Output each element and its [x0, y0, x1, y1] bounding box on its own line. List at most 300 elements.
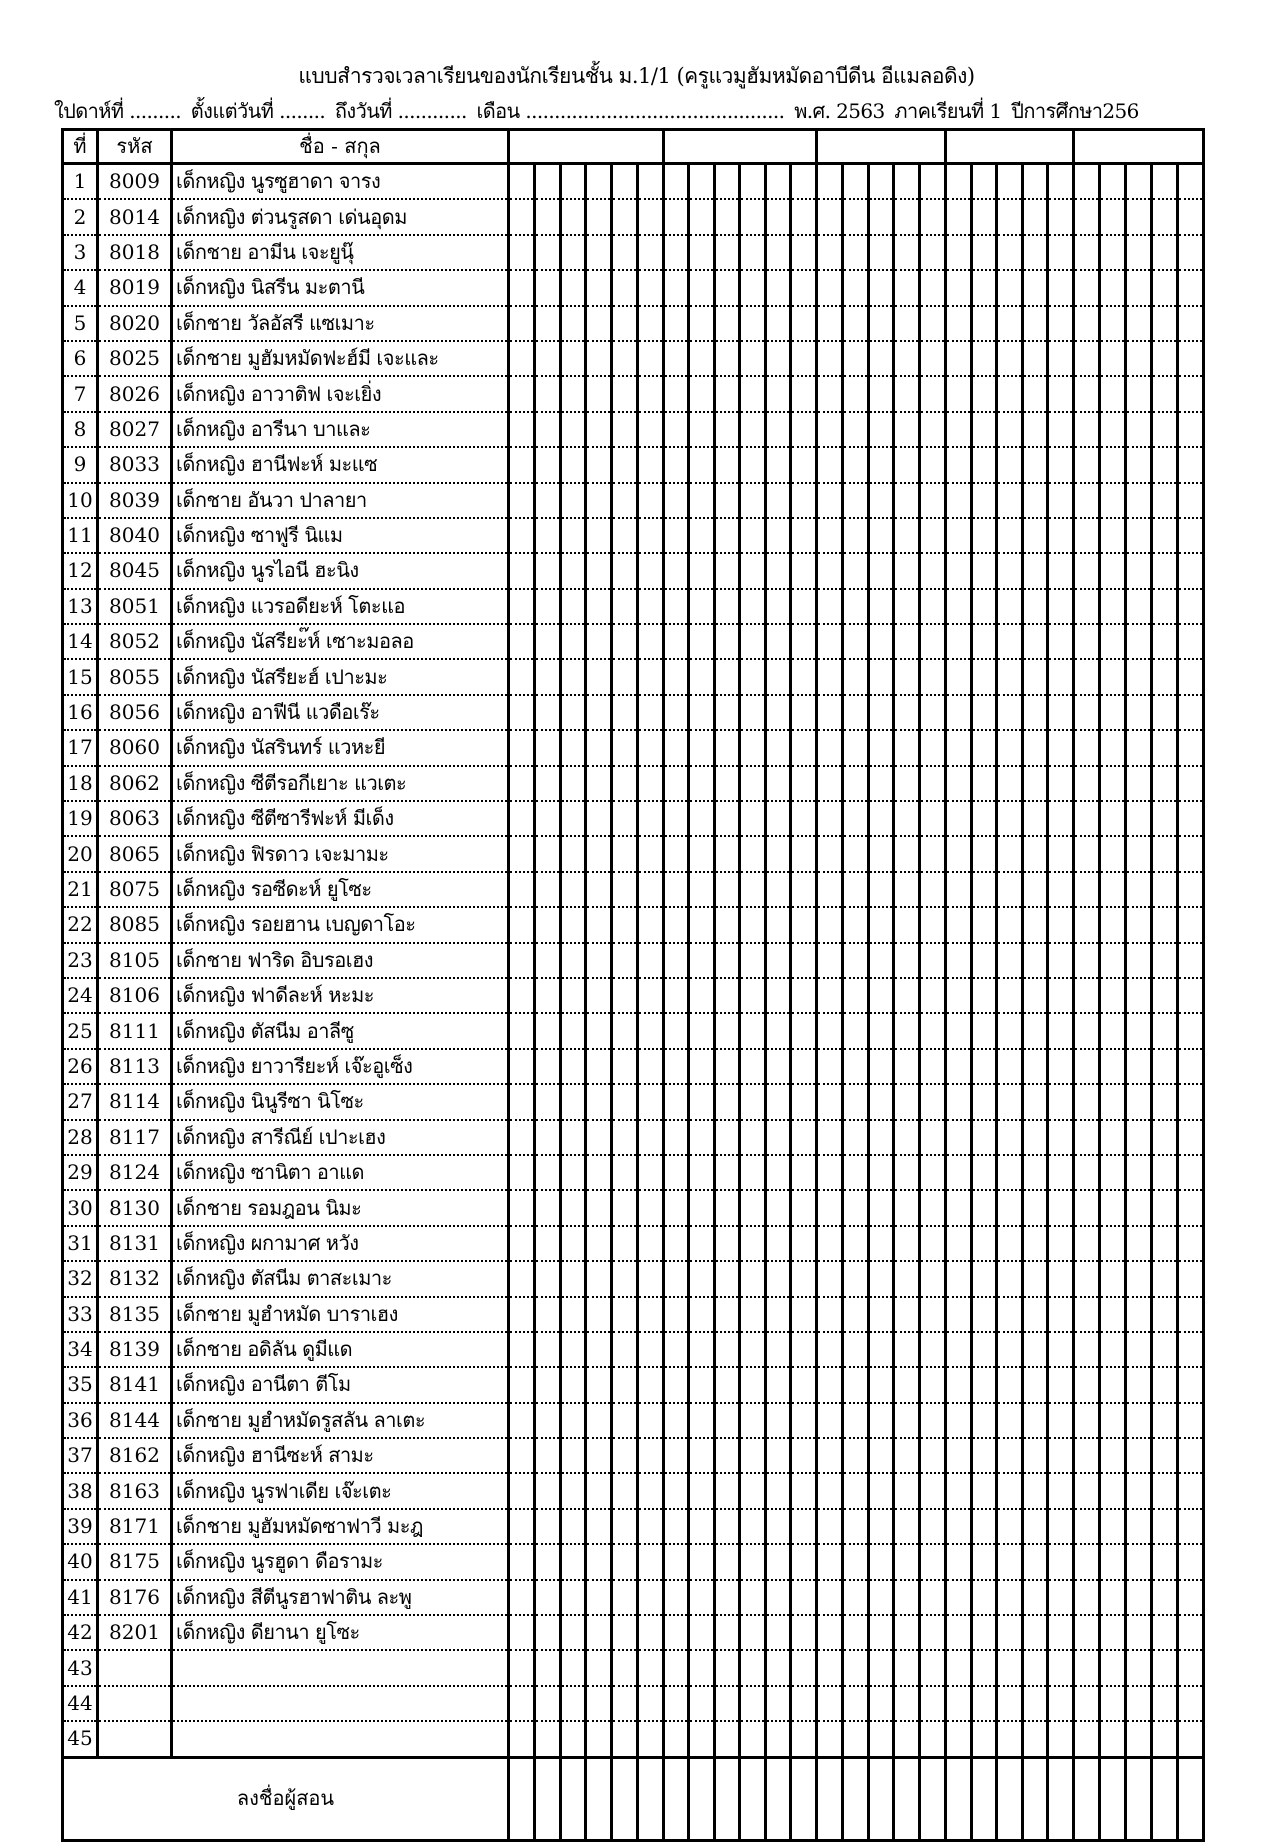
attendance-cell[interactable]	[816, 907, 842, 942]
attendance-cell[interactable]	[1125, 235, 1151, 270]
attendance-cell[interactable]	[689, 1190, 715, 1225]
attendance-cell[interactable]	[509, 801, 535, 836]
attendance-cell[interactable]	[663, 1509, 689, 1544]
attendance-cell[interactable]	[740, 1686, 766, 1721]
attendance-cell[interactable]	[997, 695, 1023, 730]
attendance-cell[interactable]	[920, 695, 946, 730]
attendance-cell[interactable]	[816, 1120, 842, 1155]
attendance-cell[interactable]	[920, 1226, 946, 1261]
attendance-cell[interactable]	[791, 1686, 817, 1721]
attendance-cell[interactable]	[740, 270, 766, 305]
attendance-cell[interactable]	[997, 589, 1023, 624]
attendance-cell[interactable]	[689, 199, 715, 234]
attendance-cell[interactable]	[689, 1084, 715, 1119]
attendance-cell[interactable]	[997, 624, 1023, 659]
attendance-cell[interactable]	[765, 1580, 791, 1615]
attendance-cell[interactable]	[638, 1261, 664, 1296]
attendance-cell[interactable]	[689, 1509, 715, 1544]
attendance-cell[interactable]	[612, 1155, 638, 1190]
attendance-cell[interactable]	[842, 1544, 868, 1579]
attendance-cell[interactable]	[765, 872, 791, 907]
attendance-cell[interactable]	[612, 553, 638, 588]
attendance-cell[interactable]	[1151, 1509, 1177, 1544]
attendance-cell[interactable]	[534, 589, 560, 624]
attendance-cell[interactable]	[894, 376, 920, 411]
attendance-cell[interactable]	[534, 1155, 560, 1190]
attendance-cell[interactable]	[714, 1367, 740, 1402]
attendance-cell[interactable]	[560, 1473, 586, 1508]
attendance-cell[interactable]	[997, 1509, 1023, 1544]
attendance-cell[interactable]	[638, 1721, 664, 1757]
attendance-cell[interactable]	[920, 1438, 946, 1473]
attendance-cell[interactable]	[714, 730, 740, 765]
attendance-cell[interactable]	[894, 695, 920, 730]
attendance-cell[interactable]	[997, 1190, 1023, 1225]
attendance-cell[interactable]	[997, 1297, 1023, 1332]
attendance-cell[interactable]	[894, 235, 920, 270]
attendance-cell[interactable]	[638, 1686, 664, 1721]
attendance-cell[interactable]	[920, 199, 946, 234]
attendance-cell[interactable]	[663, 483, 689, 518]
attendance-cell[interactable]	[534, 943, 560, 978]
attendance-cell[interactable]	[894, 836, 920, 871]
attendance-cell[interactable]	[689, 872, 715, 907]
attendance-cell[interactable]	[534, 624, 560, 659]
attendance-cell[interactable]	[791, 801, 817, 836]
attendance-cell[interactable]	[868, 1261, 894, 1296]
attendance-cell[interactable]	[1048, 1509, 1074, 1544]
attendance-cell[interactable]	[560, 1013, 586, 1048]
attendance-cell[interactable]	[1048, 199, 1074, 234]
attendance-cell[interactable]	[816, 766, 842, 801]
attendance-cell[interactable]	[638, 624, 664, 659]
attendance-cell[interactable]	[997, 164, 1023, 200]
attendance-cell[interactable]	[1151, 1297, 1177, 1332]
attendance-cell[interactable]	[663, 1261, 689, 1296]
attendance-cell[interactable]	[791, 1721, 817, 1757]
attendance-cell[interactable]	[509, 1226, 535, 1261]
attendance-cell[interactable]	[612, 1686, 638, 1721]
attendance-cell[interactable]	[1099, 1403, 1125, 1438]
attendance-cell[interactable]	[509, 1084, 535, 1119]
attendance-cell[interactable]	[1125, 1438, 1151, 1473]
attendance-cell[interactable]	[1151, 1190, 1177, 1225]
attendance-cell[interactable]	[509, 1120, 535, 1155]
attendance-cell[interactable]	[638, 376, 664, 411]
attendance-cell[interactable]	[586, 341, 612, 376]
attendance-cell[interactable]	[1073, 447, 1099, 482]
attendance-cell[interactable]	[816, 1615, 842, 1650]
attendance-cell[interactable]	[816, 1226, 842, 1261]
attendance-cell[interactable]	[714, 836, 740, 871]
attendance-cell[interactable]	[689, 1438, 715, 1473]
attendance-cell[interactable]	[1022, 341, 1048, 376]
attendance-cell[interactable]	[791, 518, 817, 553]
attendance-cell[interactable]	[663, 1190, 689, 1225]
attendance-cell[interactable]	[920, 1332, 946, 1367]
signature-cell[interactable]	[765, 1757, 791, 1840]
attendance-cell[interactable]	[920, 766, 946, 801]
attendance-cell[interactable]	[689, 1615, 715, 1650]
week-group-header[interactable]	[509, 130, 664, 164]
attendance-cell[interactable]	[920, 1084, 946, 1119]
attendance-cell[interactable]	[1022, 1650, 1048, 1685]
attendance-cell[interactable]	[663, 1403, 689, 1438]
attendance-cell[interactable]	[509, 1580, 535, 1615]
attendance-cell[interactable]	[560, 1721, 586, 1757]
attendance-cell[interactable]	[509, 1190, 535, 1225]
attendance-cell[interactable]	[534, 199, 560, 234]
attendance-cell[interactable]	[509, 483, 535, 518]
attendance-cell[interactable]	[1177, 1686, 1203, 1721]
attendance-cell[interactable]	[920, 1721, 946, 1757]
signature-cell[interactable]	[560, 1757, 586, 1840]
attendance-cell[interactable]	[1073, 1332, 1099, 1367]
attendance-cell[interactable]	[612, 1226, 638, 1261]
attendance-cell[interactable]	[765, 199, 791, 234]
attendance-cell[interactable]	[1022, 1261, 1048, 1296]
attendance-cell[interactable]	[791, 1580, 817, 1615]
attendance-cell[interactable]	[842, 872, 868, 907]
attendance-cell[interactable]	[560, 907, 586, 942]
attendance-cell[interactable]	[1073, 164, 1099, 200]
attendance-cell[interactable]	[663, 553, 689, 588]
attendance-cell[interactable]	[1177, 270, 1203, 305]
attendance-cell[interactable]	[638, 1544, 664, 1579]
attendance-cell[interactable]	[663, 1367, 689, 1402]
attendance-cell[interactable]	[1151, 483, 1177, 518]
attendance-cell[interactable]	[1151, 1438, 1177, 1473]
attendance-cell[interactable]	[842, 518, 868, 553]
attendance-cell[interactable]	[560, 1332, 586, 1367]
attendance-cell[interactable]	[740, 1049, 766, 1084]
attendance-cell[interactable]	[1151, 199, 1177, 234]
signature-cell[interactable]	[894, 1757, 920, 1840]
attendance-cell[interactable]	[920, 1155, 946, 1190]
attendance-cell[interactable]	[534, 483, 560, 518]
attendance-cell[interactable]	[1177, 624, 1203, 659]
attendance-cell[interactable]	[612, 235, 638, 270]
attendance-cell[interactable]	[1151, 1686, 1177, 1721]
attendance-cell[interactable]	[638, 1297, 664, 1332]
attendance-cell[interactable]	[1073, 872, 1099, 907]
attendance-cell[interactable]	[1099, 1084, 1125, 1119]
attendance-cell[interactable]	[868, 1650, 894, 1685]
attendance-cell[interactable]	[1177, 1403, 1203, 1438]
attendance-cell[interactable]	[920, 164, 946, 200]
attendance-cell[interactable]	[971, 164, 997, 200]
attendance-cell[interactable]	[1022, 1544, 1048, 1579]
attendance-cell[interactable]	[560, 1226, 586, 1261]
attendance-cell[interactable]	[534, 376, 560, 411]
attendance-cell[interactable]	[638, 447, 664, 482]
attendance-cell[interactable]	[663, 907, 689, 942]
attendance-cell[interactable]	[1125, 1332, 1151, 1367]
attendance-cell[interactable]	[920, 341, 946, 376]
attendance-cell[interactable]	[638, 836, 664, 871]
attendance-cell[interactable]	[997, 341, 1023, 376]
attendance-cell[interactable]	[1048, 235, 1074, 270]
attendance-cell[interactable]	[1073, 1226, 1099, 1261]
attendance-cell[interactable]	[945, 1297, 971, 1332]
signature-cell[interactable]	[689, 1757, 715, 1840]
attendance-cell[interactable]	[663, 1013, 689, 1048]
attendance-cell[interactable]	[894, 1120, 920, 1155]
attendance-cell[interactable]	[1048, 943, 1074, 978]
attendance-cell[interactable]	[1073, 943, 1099, 978]
attendance-cell[interactable]	[638, 730, 664, 765]
attendance-cell[interactable]	[714, 1226, 740, 1261]
attendance-cell[interactable]	[1073, 1013, 1099, 1048]
attendance-cell[interactable]	[534, 1615, 560, 1650]
attendance-cell[interactable]	[842, 978, 868, 1013]
attendance-cell[interactable]	[638, 235, 664, 270]
attendance-cell[interactable]	[765, 518, 791, 553]
attendance-cell[interactable]	[534, 1297, 560, 1332]
attendance-cell[interactable]	[945, 1403, 971, 1438]
attendance-cell[interactable]	[1022, 376, 1048, 411]
attendance-cell[interactable]	[663, 1650, 689, 1685]
attendance-cell[interactable]	[765, 659, 791, 694]
attendance-cell[interactable]	[638, 1226, 664, 1261]
attendance-cell[interactable]	[920, 1615, 946, 1650]
attendance-cell[interactable]	[945, 270, 971, 305]
attendance-cell[interactable]	[1099, 1332, 1125, 1367]
attendance-cell[interactable]	[663, 341, 689, 376]
attendance-cell[interactable]	[816, 1332, 842, 1367]
attendance-cell[interactable]	[1099, 1120, 1125, 1155]
attendance-cell[interactable]	[534, 659, 560, 694]
signature-cell[interactable]	[1177, 1757, 1203, 1840]
attendance-cell[interactable]	[816, 1686, 842, 1721]
attendance-cell[interactable]	[894, 1190, 920, 1225]
attendance-cell[interactable]	[1177, 766, 1203, 801]
attendance-cell[interactable]	[740, 907, 766, 942]
attendance-cell[interactable]	[1073, 1473, 1099, 1508]
attendance-cell[interactable]	[1177, 1084, 1203, 1119]
attendance-cell[interactable]	[1073, 1261, 1099, 1296]
attendance-cell[interactable]	[560, 1261, 586, 1296]
attendance-cell[interactable]	[868, 1473, 894, 1508]
attendance-cell[interactable]	[816, 1297, 842, 1332]
attendance-cell[interactable]	[638, 1084, 664, 1119]
attendance-cell[interactable]	[638, 1367, 664, 1402]
attendance-cell[interactable]	[1073, 1084, 1099, 1119]
attendance-cell[interactable]	[765, 341, 791, 376]
attendance-cell[interactable]	[714, 801, 740, 836]
attendance-cell[interactable]	[1099, 872, 1125, 907]
attendance-cell[interactable]	[1125, 1580, 1151, 1615]
attendance-cell[interactable]	[586, 1615, 612, 1650]
attendance-cell[interactable]	[842, 199, 868, 234]
attendance-cell[interactable]	[560, 730, 586, 765]
attendance-cell[interactable]	[1073, 553, 1099, 588]
attendance-cell[interactable]	[945, 553, 971, 588]
attendance-cell[interactable]	[945, 1721, 971, 1757]
attendance-cell[interactable]	[534, 1013, 560, 1048]
attendance-cell[interactable]	[971, 1473, 997, 1508]
attendance-cell[interactable]	[740, 836, 766, 871]
attendance-cell[interactable]	[894, 553, 920, 588]
attendance-cell[interactable]	[997, 978, 1023, 1013]
attendance-cell[interactable]	[1177, 1650, 1203, 1685]
attendance-cell[interactable]	[842, 412, 868, 447]
attendance-cell[interactable]	[842, 1580, 868, 1615]
attendance-cell[interactable]	[1125, 1403, 1151, 1438]
attendance-cell[interactable]	[791, 695, 817, 730]
attendance-cell[interactable]	[1073, 199, 1099, 234]
attendance-cell[interactable]	[971, 943, 997, 978]
attendance-cell[interactable]	[1048, 270, 1074, 305]
attendance-cell[interactable]	[612, 199, 638, 234]
attendance-cell[interactable]	[1073, 341, 1099, 376]
attendance-cell[interactable]	[1125, 1049, 1151, 1084]
attendance-cell[interactable]	[997, 1049, 1023, 1084]
attendance-cell[interactable]	[1099, 1049, 1125, 1084]
attendance-cell[interactable]	[920, 1367, 946, 1402]
attendance-cell[interactable]	[663, 1084, 689, 1119]
attendance-cell[interactable]	[714, 943, 740, 978]
attendance-cell[interactable]	[894, 1332, 920, 1367]
attendance-cell[interactable]	[638, 553, 664, 588]
attendance-cell[interactable]	[1048, 1367, 1074, 1402]
attendance-cell[interactable]	[638, 589, 664, 624]
attendance-cell[interactable]	[920, 447, 946, 482]
attendance-cell[interactable]	[868, 306, 894, 341]
attendance-cell[interactable]	[509, 199, 535, 234]
attendance-cell[interactable]	[945, 1509, 971, 1544]
attendance-cell[interactable]	[534, 1403, 560, 1438]
attendance-cell[interactable]	[945, 1226, 971, 1261]
attendance-cell[interactable]	[612, 447, 638, 482]
attendance-cell[interactable]	[1099, 235, 1125, 270]
attendance-cell[interactable]	[1048, 1155, 1074, 1190]
attendance-cell[interactable]	[689, 730, 715, 765]
attendance-cell[interactable]	[586, 1367, 612, 1402]
attendance-cell[interactable]	[663, 1049, 689, 1084]
attendance-cell[interactable]	[842, 1120, 868, 1155]
attendance-cell[interactable]	[534, 1580, 560, 1615]
attendance-cell[interactable]	[765, 1686, 791, 1721]
attendance-cell[interactable]	[714, 341, 740, 376]
signature-cell[interactable]	[509, 1757, 535, 1840]
attendance-cell[interactable]	[586, 836, 612, 871]
attendance-cell[interactable]	[945, 341, 971, 376]
attendance-cell[interactable]	[765, 836, 791, 871]
attendance-cell[interactable]	[894, 341, 920, 376]
attendance-cell[interactable]	[971, 1650, 997, 1685]
attendance-cell[interactable]	[816, 164, 842, 200]
attendance-cell[interactable]	[612, 412, 638, 447]
attendance-cell[interactable]	[714, 1650, 740, 1685]
attendance-cell[interactable]	[894, 1261, 920, 1296]
attendance-cell[interactable]	[740, 730, 766, 765]
attendance-cell[interactable]	[1048, 1120, 1074, 1155]
attendance-cell[interactable]	[1048, 589, 1074, 624]
attendance-cell[interactable]	[509, 695, 535, 730]
attendance-cell[interactable]	[920, 659, 946, 694]
attendance-cell[interactable]	[586, 1190, 612, 1225]
attendance-cell[interactable]	[1022, 1049, 1048, 1084]
attendance-cell[interactable]	[945, 624, 971, 659]
attendance-cell[interactable]	[663, 1580, 689, 1615]
attendance-cell[interactable]	[638, 978, 664, 1013]
attendance-cell[interactable]	[638, 1013, 664, 1048]
attendance-cell[interactable]	[997, 1721, 1023, 1757]
attendance-cell[interactable]	[842, 1049, 868, 1084]
attendance-cell[interactable]	[894, 1438, 920, 1473]
attendance-cell[interactable]	[1177, 1297, 1203, 1332]
attendance-cell[interactable]	[1022, 235, 1048, 270]
attendance-cell[interactable]	[842, 589, 868, 624]
attendance-cell[interactable]	[663, 1155, 689, 1190]
attendance-cell[interactable]	[663, 836, 689, 871]
attendance-cell[interactable]	[868, 1332, 894, 1367]
attendance-cell[interactable]	[1099, 589, 1125, 624]
attendance-cell[interactable]	[842, 1509, 868, 1544]
attendance-cell[interactable]	[920, 1049, 946, 1084]
attendance-cell[interactable]	[1177, 872, 1203, 907]
attendance-cell[interactable]	[765, 730, 791, 765]
attendance-cell[interactable]	[509, 412, 535, 447]
attendance-cell[interactable]	[1099, 836, 1125, 871]
attendance-cell[interactable]	[791, 589, 817, 624]
week-group-header[interactable]	[945, 130, 1073, 164]
attendance-cell[interactable]	[612, 1650, 638, 1685]
attendance-cell[interactable]	[1073, 695, 1099, 730]
attendance-cell[interactable]	[740, 695, 766, 730]
attendance-cell[interactable]	[868, 1403, 894, 1438]
attendance-cell[interactable]	[560, 1084, 586, 1119]
attendance-cell[interactable]	[509, 447, 535, 482]
attendance-cell[interactable]	[1048, 518, 1074, 553]
attendance-cell[interactable]	[740, 199, 766, 234]
attendance-cell[interactable]	[663, 412, 689, 447]
attendance-cell[interactable]	[1177, 1013, 1203, 1048]
to-date-field[interactable]: ถึงวันที่ ............	[334, 99, 467, 123]
attendance-cell[interactable]	[612, 978, 638, 1013]
attendance-cell[interactable]	[689, 553, 715, 588]
attendance-cell[interactable]	[740, 235, 766, 270]
attendance-cell[interactable]	[1022, 730, 1048, 765]
attendance-cell[interactable]	[945, 801, 971, 836]
attendance-cell[interactable]	[1151, 235, 1177, 270]
attendance-cell[interactable]	[689, 943, 715, 978]
attendance-cell[interactable]	[1125, 1686, 1151, 1721]
attendance-cell[interactable]	[971, 1297, 997, 1332]
attendance-cell[interactable]	[816, 1013, 842, 1048]
attendance-cell[interactable]	[1125, 943, 1151, 978]
attendance-cell[interactable]	[791, 659, 817, 694]
attendance-cell[interactable]	[920, 1650, 946, 1685]
attendance-cell[interactable]	[894, 872, 920, 907]
attendance-cell[interactable]	[534, 1332, 560, 1367]
attendance-cell[interactable]	[894, 624, 920, 659]
attendance-cell[interactable]	[971, 624, 997, 659]
attendance-cell[interactable]	[1073, 766, 1099, 801]
attendance-cell[interactable]	[971, 341, 997, 376]
attendance-cell[interactable]	[586, 412, 612, 447]
attendance-cell[interactable]	[663, 1615, 689, 1650]
attendance-cell[interactable]	[816, 199, 842, 234]
attendance-cell[interactable]	[1177, 1261, 1203, 1296]
attendance-cell[interactable]	[842, 836, 868, 871]
attendance-cell[interactable]	[945, 978, 971, 1013]
attendance-cell[interactable]	[945, 1686, 971, 1721]
attendance-cell[interactable]	[689, 1650, 715, 1685]
attendance-cell[interactable]	[868, 836, 894, 871]
attendance-cell[interactable]	[586, 766, 612, 801]
